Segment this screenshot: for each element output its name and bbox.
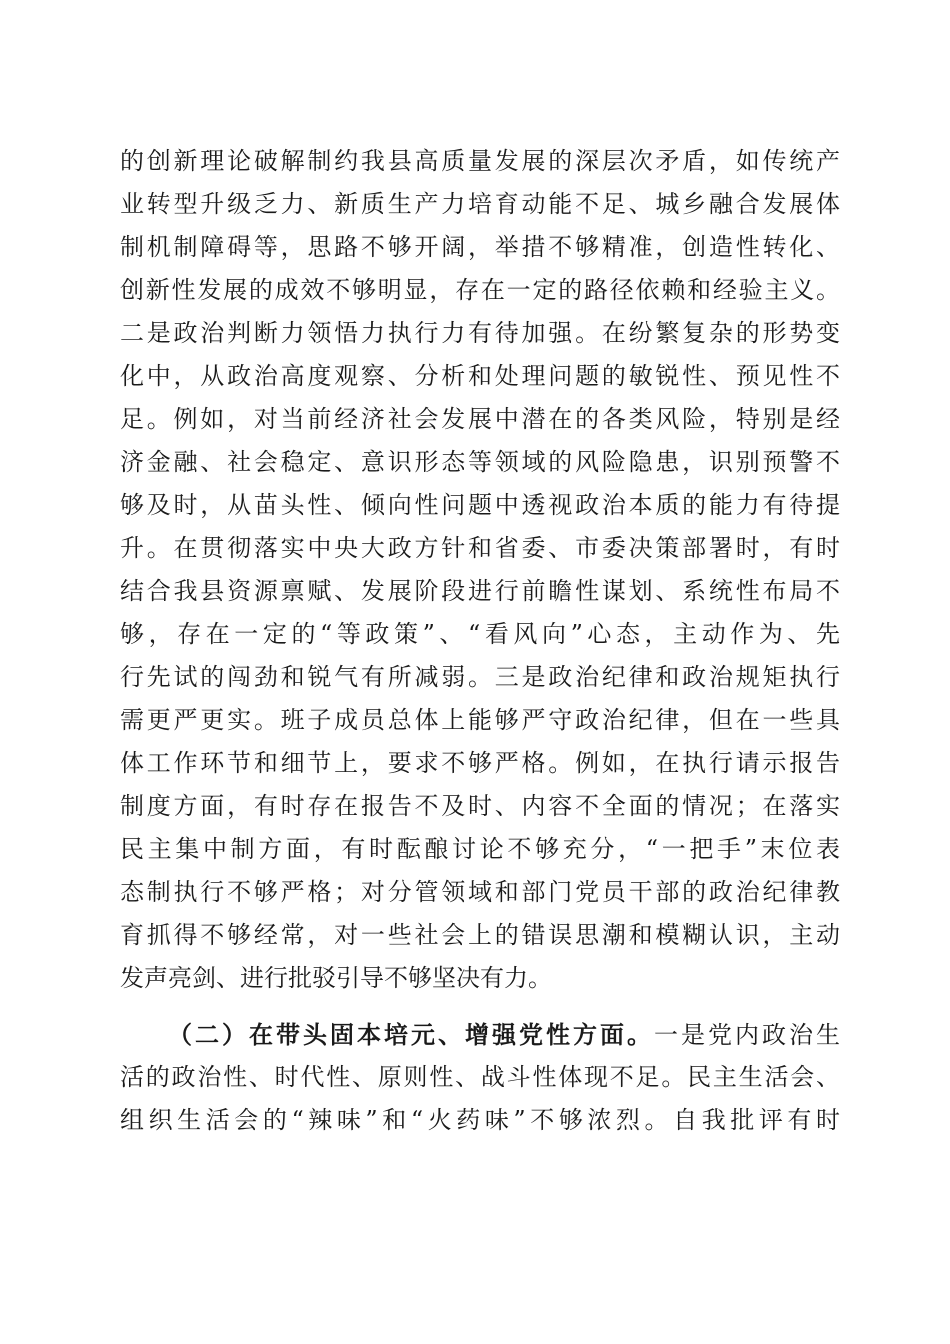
text-line: 结合我县资源禀赋、发展阶段进行前瞻性谋划、系统性布局不: [120, 577, 840, 605]
section-heading: （二）在带头固本培元、增强党性方面。: [168, 1020, 654, 1049]
text-line: 组织生活会的“辣味”和“火药味”不够浓烈。自我批评有时: [120, 1106, 840, 1134]
text-line: 态制执行不够严格；对分管领域和部门党员干部的政治纪律教: [120, 878, 840, 906]
text-line: 民主集中制方面，有时酝酿讨论不够充分，“一把手”末位表: [120, 835, 840, 863]
text-line: 够，存在一定的“等政策”、“看风向”心态，主动作为、先: [120, 620, 840, 648]
section-intro: 一是党内政治生: [654, 1021, 840, 1049]
paragraph-last-line: 发声亮剑、进行批驳引导不够坚决有力。: [120, 964, 552, 992]
text-line: 创新性发展的成效不够明显，存在一定的路径依赖和经验主义。: [120, 276, 840, 304]
text-line: 活的政治性、时代性、原则性、战斗性体现不足。民主生活会、: [120, 1063, 840, 1091]
text-line: 育抓得不够经常，对一些社会上的错误思潮和模糊认识，主动: [120, 921, 840, 949]
text-line: 制机制障碍等，思路不够开阔，举措不够精准，创造性转化、: [120, 233, 840, 261]
text-line: 化中，从政治高度观察、分析和处理问题的敏锐性、预见性不: [120, 362, 840, 390]
text-line: 需更严更实。班子成员总体上能够严守政治纪律，但在一些具: [120, 706, 840, 734]
text-line: 二是政治判断力领悟力执行力有待加强。在纷繁复杂的形势变: [120, 319, 840, 347]
text-line: 够及时，从苗头性、倾向性问题中透视政治本质的能力有待提: [120, 491, 840, 519]
text-line: 业转型升级乏力、新质生产力培育动能不足、城乡融合发展体: [120, 190, 840, 218]
text-line: 体工作环节和细节上，要求不够严格。例如，在执行请示报告: [120, 749, 840, 777]
section-heading-line: [120, 1013, 840, 1056]
text-line: 足。例如，对当前经济社会发展中潜在的各类风险，特别是经: [120, 405, 840, 433]
text-line: 济金融、社会稳定、意识形态等领域的风险隐患，识别预警不: [120, 448, 840, 476]
text-line: 的创新理论破解制约我县高质量发展的深层次矛盾，如传统产: [120, 147, 840, 175]
text-line: 制度方面，有时存在报告不及时、内容不全面的情况；在落实: [120, 792, 840, 820]
body-text: [120, 140, 840, 1142]
text-line: 行先试的闯劲和锐气有所减弱。三是政治纪律和政治规矩执行: [120, 663, 840, 691]
text-line: 升。在贯彻落实中央大政方针和省委、市委决策部署时，有时: [120, 534, 840, 562]
